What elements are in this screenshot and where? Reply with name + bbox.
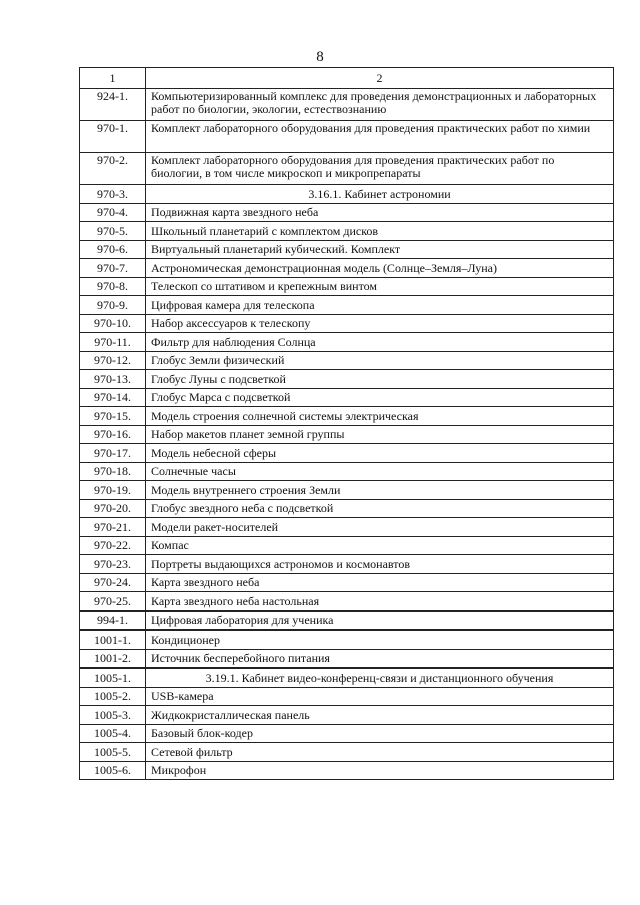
row-code: 970-9.	[80, 296, 146, 315]
row-code: 970-7.	[80, 259, 146, 278]
row-code: 970-20.	[80, 499, 146, 518]
row-text: Модель внутреннего строения Земли	[146, 481, 614, 500]
row-code: 970-22.	[80, 536, 146, 555]
row-code: 1005-3.	[80, 706, 146, 725]
table-row	[80, 592, 614, 611]
table-row	[80, 444, 614, 463]
table-row	[80, 761, 614, 780]
table-row	[80, 649, 614, 668]
row-code: 1001-1.	[80, 630, 146, 649]
table-row	[80, 333, 614, 352]
row-text: Школьный планетарий с комплектом дисков	[146, 222, 614, 241]
row-code: 970-21.	[80, 518, 146, 537]
row-code: 970-23.	[80, 555, 146, 574]
row-code: 1005-5.	[80, 743, 146, 762]
table-row	[80, 706, 614, 725]
table-row	[80, 668, 614, 687]
row-code: 970-16.	[80, 425, 146, 444]
row-text: Микрофон	[146, 761, 614, 780]
table-row	[80, 296, 614, 315]
row-code: 994-1.	[80, 611, 146, 631]
row-code: 970-15.	[80, 407, 146, 426]
row-text: Глобус Луны с подсветкой	[146, 370, 614, 389]
row-code: 970-8.	[80, 277, 146, 296]
row-text: Астрономическая демонстрационная модель (Солнце–Земля–Луна)	[146, 259, 614, 278]
row-text: Модель строения солнечной системы электрическая	[146, 407, 614, 426]
row-text: Подвижная карта звездного неба	[146, 203, 614, 222]
row-text: Базовый блок-кодер	[146, 724, 614, 743]
table-row	[80, 240, 614, 259]
row-text: Карта звездного неба	[146, 573, 614, 592]
table-row	[80, 536, 614, 555]
row-code: 970-6.	[80, 240, 146, 259]
row-text: Компьютеризированный комплекс для проведения демонстрационных и лабораторных работ по биологии, экологии, естествознанию	[146, 89, 614, 121]
row-text: Набор макетов планет земной группы	[146, 425, 614, 444]
table-row	[80, 630, 614, 649]
table-row	[80, 121, 614, 153]
section-heading: 3.16.1. Кабинет астрономии	[146, 185, 614, 204]
table-header-row	[80, 68, 614, 89]
row-text: Глобус звездного неба с подсветкой	[146, 499, 614, 518]
row-text: Жидкокристаллическая панель	[146, 706, 614, 725]
row-text: Модель небесной сферы	[146, 444, 614, 463]
row-code: 970-1.	[80, 121, 146, 153]
row-text: Глобус Марса с подсветкой	[146, 388, 614, 407]
row-text: Сетевой фильтр	[146, 743, 614, 762]
table-row	[80, 314, 614, 333]
row-text: Телескоп со штативом и крепежным винтом	[146, 277, 614, 296]
row-code: 1005-1.	[80, 668, 146, 687]
row-text: Карта звездного неба настольная	[146, 592, 614, 611]
row-text: Набор аксессуаров к телескопу	[146, 314, 614, 333]
table-row	[80, 388, 614, 407]
page-number: 8	[316, 49, 324, 65]
row-code: 924-1.	[80, 89, 146, 121]
row-code: 970-2.	[80, 153, 146, 185]
row-text: Солнечные часы	[146, 462, 614, 481]
header-col-2: 2	[146, 68, 614, 89]
row-text: Кондиционер	[146, 630, 614, 649]
row-code: 970-14.	[80, 388, 146, 407]
table-row	[80, 203, 614, 222]
row-text: Фильтр для наблюдения Солнца	[146, 333, 614, 352]
table-row	[80, 743, 614, 762]
row-code: 970-13.	[80, 370, 146, 389]
row-code: 1005-6.	[80, 761, 146, 780]
row-code: 970-24.	[80, 573, 146, 592]
row-code: 970-11.	[80, 333, 146, 352]
table-row	[80, 153, 614, 185]
row-code: 970-18.	[80, 462, 146, 481]
row-text: Цифровая лаборатория для ученика	[146, 611, 614, 631]
table-row	[80, 555, 614, 574]
row-text: Цифровая камера для телескопа	[146, 296, 614, 315]
table-row	[80, 185, 614, 204]
row-text: Портреты выдающихся астрономов и космонавтов	[146, 555, 614, 574]
header-col-1: 1	[80, 68, 146, 89]
row-code: 970-3.	[80, 185, 146, 204]
row-text: Комплект лабораторного оборудования для проведения практических работ по химии	[146, 121, 614, 153]
table-row	[80, 462, 614, 481]
row-code: 970-4.	[80, 203, 146, 222]
row-text: Комплект лабораторного оборудования для проведения практических работ по биологии, в том числе микроскоп и микропрепараты	[146, 153, 614, 185]
row-text: USB-камера	[146, 687, 614, 706]
row-code: 1001-2.	[80, 649, 146, 668]
table-row	[80, 89, 614, 121]
row-code: 1005-4.	[80, 724, 146, 743]
table-row	[80, 573, 614, 592]
row-text: Виртуальный планетарий кубический. Комплект	[146, 240, 614, 259]
row-code: 970-5.	[80, 222, 146, 241]
row-code: 970-17.	[80, 444, 146, 463]
table-row	[80, 518, 614, 537]
table-row	[80, 687, 614, 706]
row-text: Источник бесперебойного питания	[146, 649, 614, 668]
table-row	[80, 259, 614, 278]
row-code: 970-19.	[80, 481, 146, 500]
row-code: 1005-2.	[80, 687, 146, 706]
table-row	[80, 370, 614, 389]
equipment-table	[79, 67, 614, 780]
row-text: Компас	[146, 536, 614, 555]
section-heading: 3.19.1. Кабинет видео-конференц-связи и дистанционного обучения	[146, 668, 614, 687]
table-row	[80, 481, 614, 500]
row-text: Глобус Земли физический	[146, 351, 614, 370]
row-code: 970-12.	[80, 351, 146, 370]
table-row	[80, 351, 614, 370]
table-row	[80, 277, 614, 296]
table-row	[80, 407, 614, 426]
table-row	[80, 724, 614, 743]
row-text: Модели ракет-носителей	[146, 518, 614, 537]
table-row	[80, 499, 614, 518]
table-row	[80, 611, 614, 631]
row-code: 970-25.	[80, 592, 146, 611]
table-row	[80, 425, 614, 444]
table-row	[80, 222, 614, 241]
row-code: 970-10.	[80, 314, 146, 333]
